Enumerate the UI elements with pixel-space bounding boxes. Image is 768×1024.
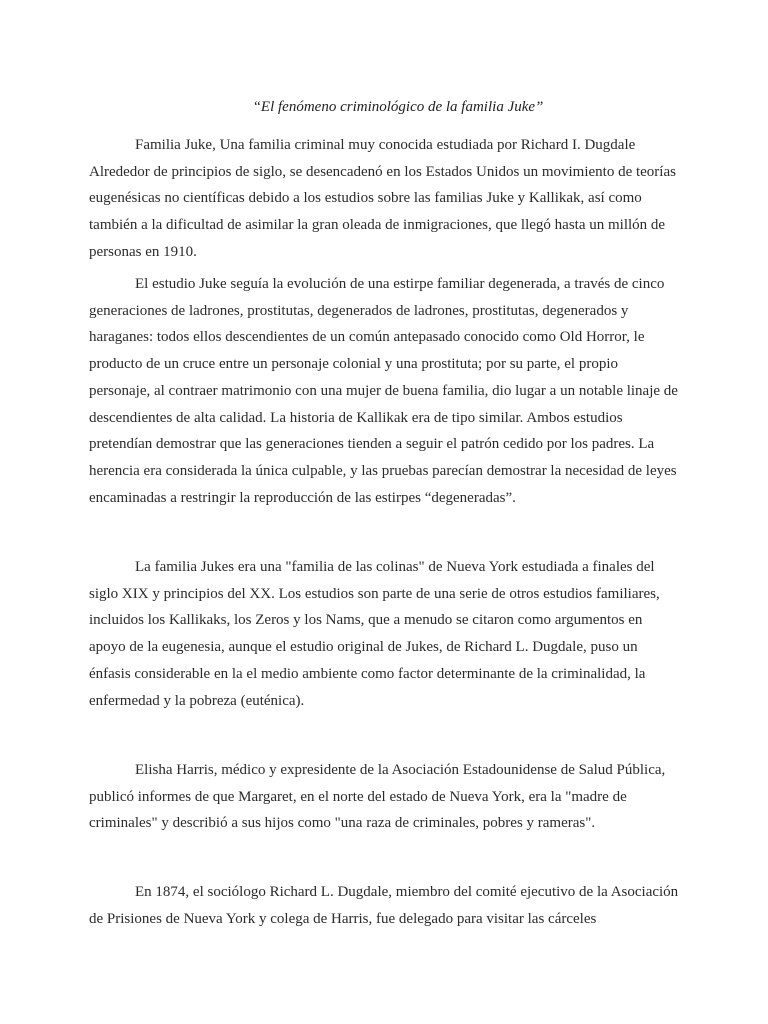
paragraph-text: El estudio Juke seguía la evolución de una estirpe familiar degenerada, a través de cinco generaciones de ladrones, prostitutas, degenerados de ladrones, prostitutas, degenerados y haraganes: todos ellos descendientes de un común antepasado conocido como Old Horror, le producto de un cruce entre un personaje colonial y una prostituta; por su parte, el propio personaje, al contraer matrimonio con una mujer de buena familia, dio lugar a un notable linaje de descendientes de alta calidad. La historia de Kallikak era de tipo similar. Ambos estudios pretendían demostrar que las generaciones tienden a seguir el patrón cedido por los padres. La herencia era considerada la única culpable, y las pruebas parecían demostrar la necesidad de leyes encaminadas a restringir la reproducción de las estirpes “degeneradas”. (89, 276, 678, 506)
paragraph-elisha-harris (89, 757, 681, 837)
paragraph-familia-juke (89, 132, 681, 266)
paragraph-text: En 1874, el sociólogo Richard L. Dugdale, miembro del comité ejecutivo de la Asociación de Prisiones de Nueva York y colega de Harris, fue delegado para visitar las cárceles (89, 884, 679, 927)
paragraph-estudio-juke (89, 271, 681, 511)
paragraph-dugdale-1874 (89, 879, 681, 932)
document-title: “El fenómeno criminológico de la familia Juke” (252, 99, 544, 115)
paragraph-text: Elisha Harris, médico y expresidente de la Asociación Estadounidense de Salud Pública, publicó informes de que Margaret, en el norte del estado de Nueva York, era la "madre de criminales" y describió a sus hijos como "una raza de criminales, pobres y rameras". (89, 762, 666, 832)
paragraph-text: Familia Juke, Una familia criminal muy conocida estudiada por Richard I. Dugdale Alrededor de principios de siglo, se desencadenó en los Estados Unidos un movimiento de teorías eugenésicas no científicas debido a los estudios sobre las familias Juke y Kallikak, así como también a la dificultad de asimilar la gran oleada de inmigraciones, que llegó hasta un millón de personas en 1910. (89, 137, 676, 260)
paragraph-text: La familia Jukes era una "familia de las colinas" de Nueva York estudiada a finales del siglo XIX y principios del XX. Los estudios son parte de una serie de otros estudios familiares, incluidos los Kallikaks, los Zeros y los Nams, que a menudo se citaron como argumentos en apoyo de la eugenesia, aunque el estudio original de Jukes, de Richard L. Dugdale, puso un énfasis considerable en la el medio ambiente como factor determinante de la criminalidad, la enfermedad y la pobreza (euténica). (89, 559, 660, 709)
paragraph-familia-jukes-colinas (89, 554, 681, 714)
